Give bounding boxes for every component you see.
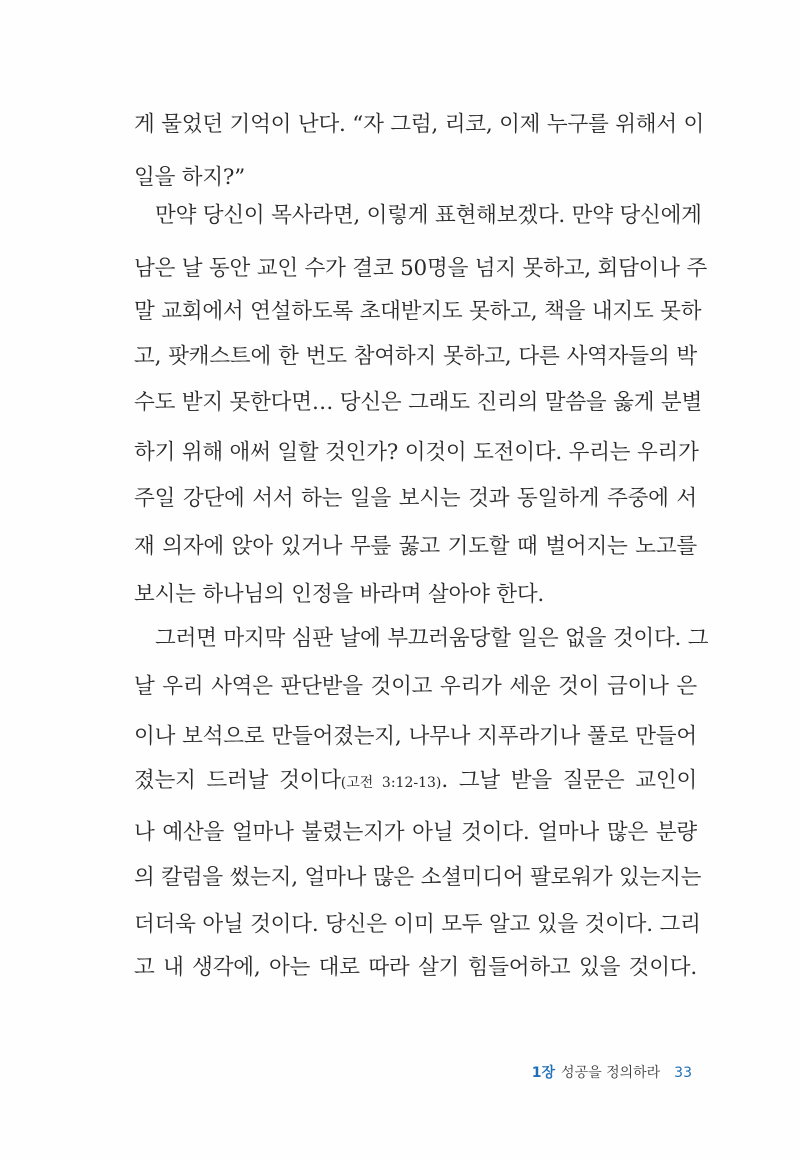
text-line: 남은 날 동안 교인 수가 결코 50명을 넘지 못하고, 회담이나 주 <box>134 256 708 281</box>
text-line: 이나 보석으로 만들어졌는지, 나무나 지푸라기나 풀로 만들어 <box>134 724 697 749</box>
text-line: 수도 받지 못한다면… 당신은 그래도 진리의 말씀을 옳게 분별 <box>134 390 703 415</box>
text-line: 주일 강단에 서서 하는 일을 보시는 것과 동일하게 주중에 서 <box>134 486 697 511</box>
text-line: 날 우리 사역은 판단받을 것이고 우리가 세운 것이 금이나 은 <box>134 674 697 699</box>
paragraph-start-line: 그러면 마지막 심판 날에 부끄러움당할 일은 없을 것이다. 그 <box>155 626 709 651</box>
scripture-citation: (고전 3:12-13) <box>340 775 442 791</box>
text-segment: 졌는지 드러날 것이다 <box>134 768 341 793</box>
text-line-with-citation <box>134 766 697 796</box>
page-footer <box>532 1064 692 1082</box>
text-line: 더더욱 아닐 것이다. 당신은 이미 모두 알고 있을 것이다. 그리 <box>134 912 701 937</box>
chapter-number: 1장 <box>531 1065 556 1081</box>
text-line: 하기 위해 애써 일할 것인가? 이것이 도전이다. 우리는 우리가 <box>134 440 699 465</box>
text-segment: . 그날 받을 질문은 교인이 <box>441 768 698 793</box>
text-line: 말 교회에서 연설하도록 초대받지도 못하고, 책을 내지도 못하 <box>134 299 702 324</box>
text-line: 재 의자에 앉아 있거나 무릎 꿇고 기도할 때 벌어지는 노고를 <box>134 534 697 559</box>
text-line: 나 예산을 얼마나 불렸는지가 아닐 것이다. 얼마나 많은 분량 <box>134 820 697 845</box>
text-line: 의 칼럼을 썼는지, 얼마나 많은 소셜미디어 팔로워가 있는지는 <box>134 865 702 890</box>
chapter-title: 성공을 정의하라 <box>561 1065 661 1081</box>
text-line: 보시는 하나님의 인정을 바라며 살아야 한다. <box>134 582 545 607</box>
text-line: 게 물었던 기억이 난다. “자 그럼, 리코, 이제 누구를 위해서 이 <box>134 112 705 137</box>
text-line: 고, 팟캐스트에 한 번도 참여하지 못하고, 다른 사역자들의 박 <box>134 344 697 369</box>
text-line: 고 내 생각에, 아는 대로 따라 살기 힘들어하고 있을 것이다. <box>134 955 697 980</box>
page-number: 33 <box>674 1065 692 1081</box>
text-line: 일을 하지?” <box>134 165 246 190</box>
paragraph-start-line: 만약 당신이 목사라면, 이렇게 표현해보겠다. 만약 당신에게 <box>155 203 702 228</box>
